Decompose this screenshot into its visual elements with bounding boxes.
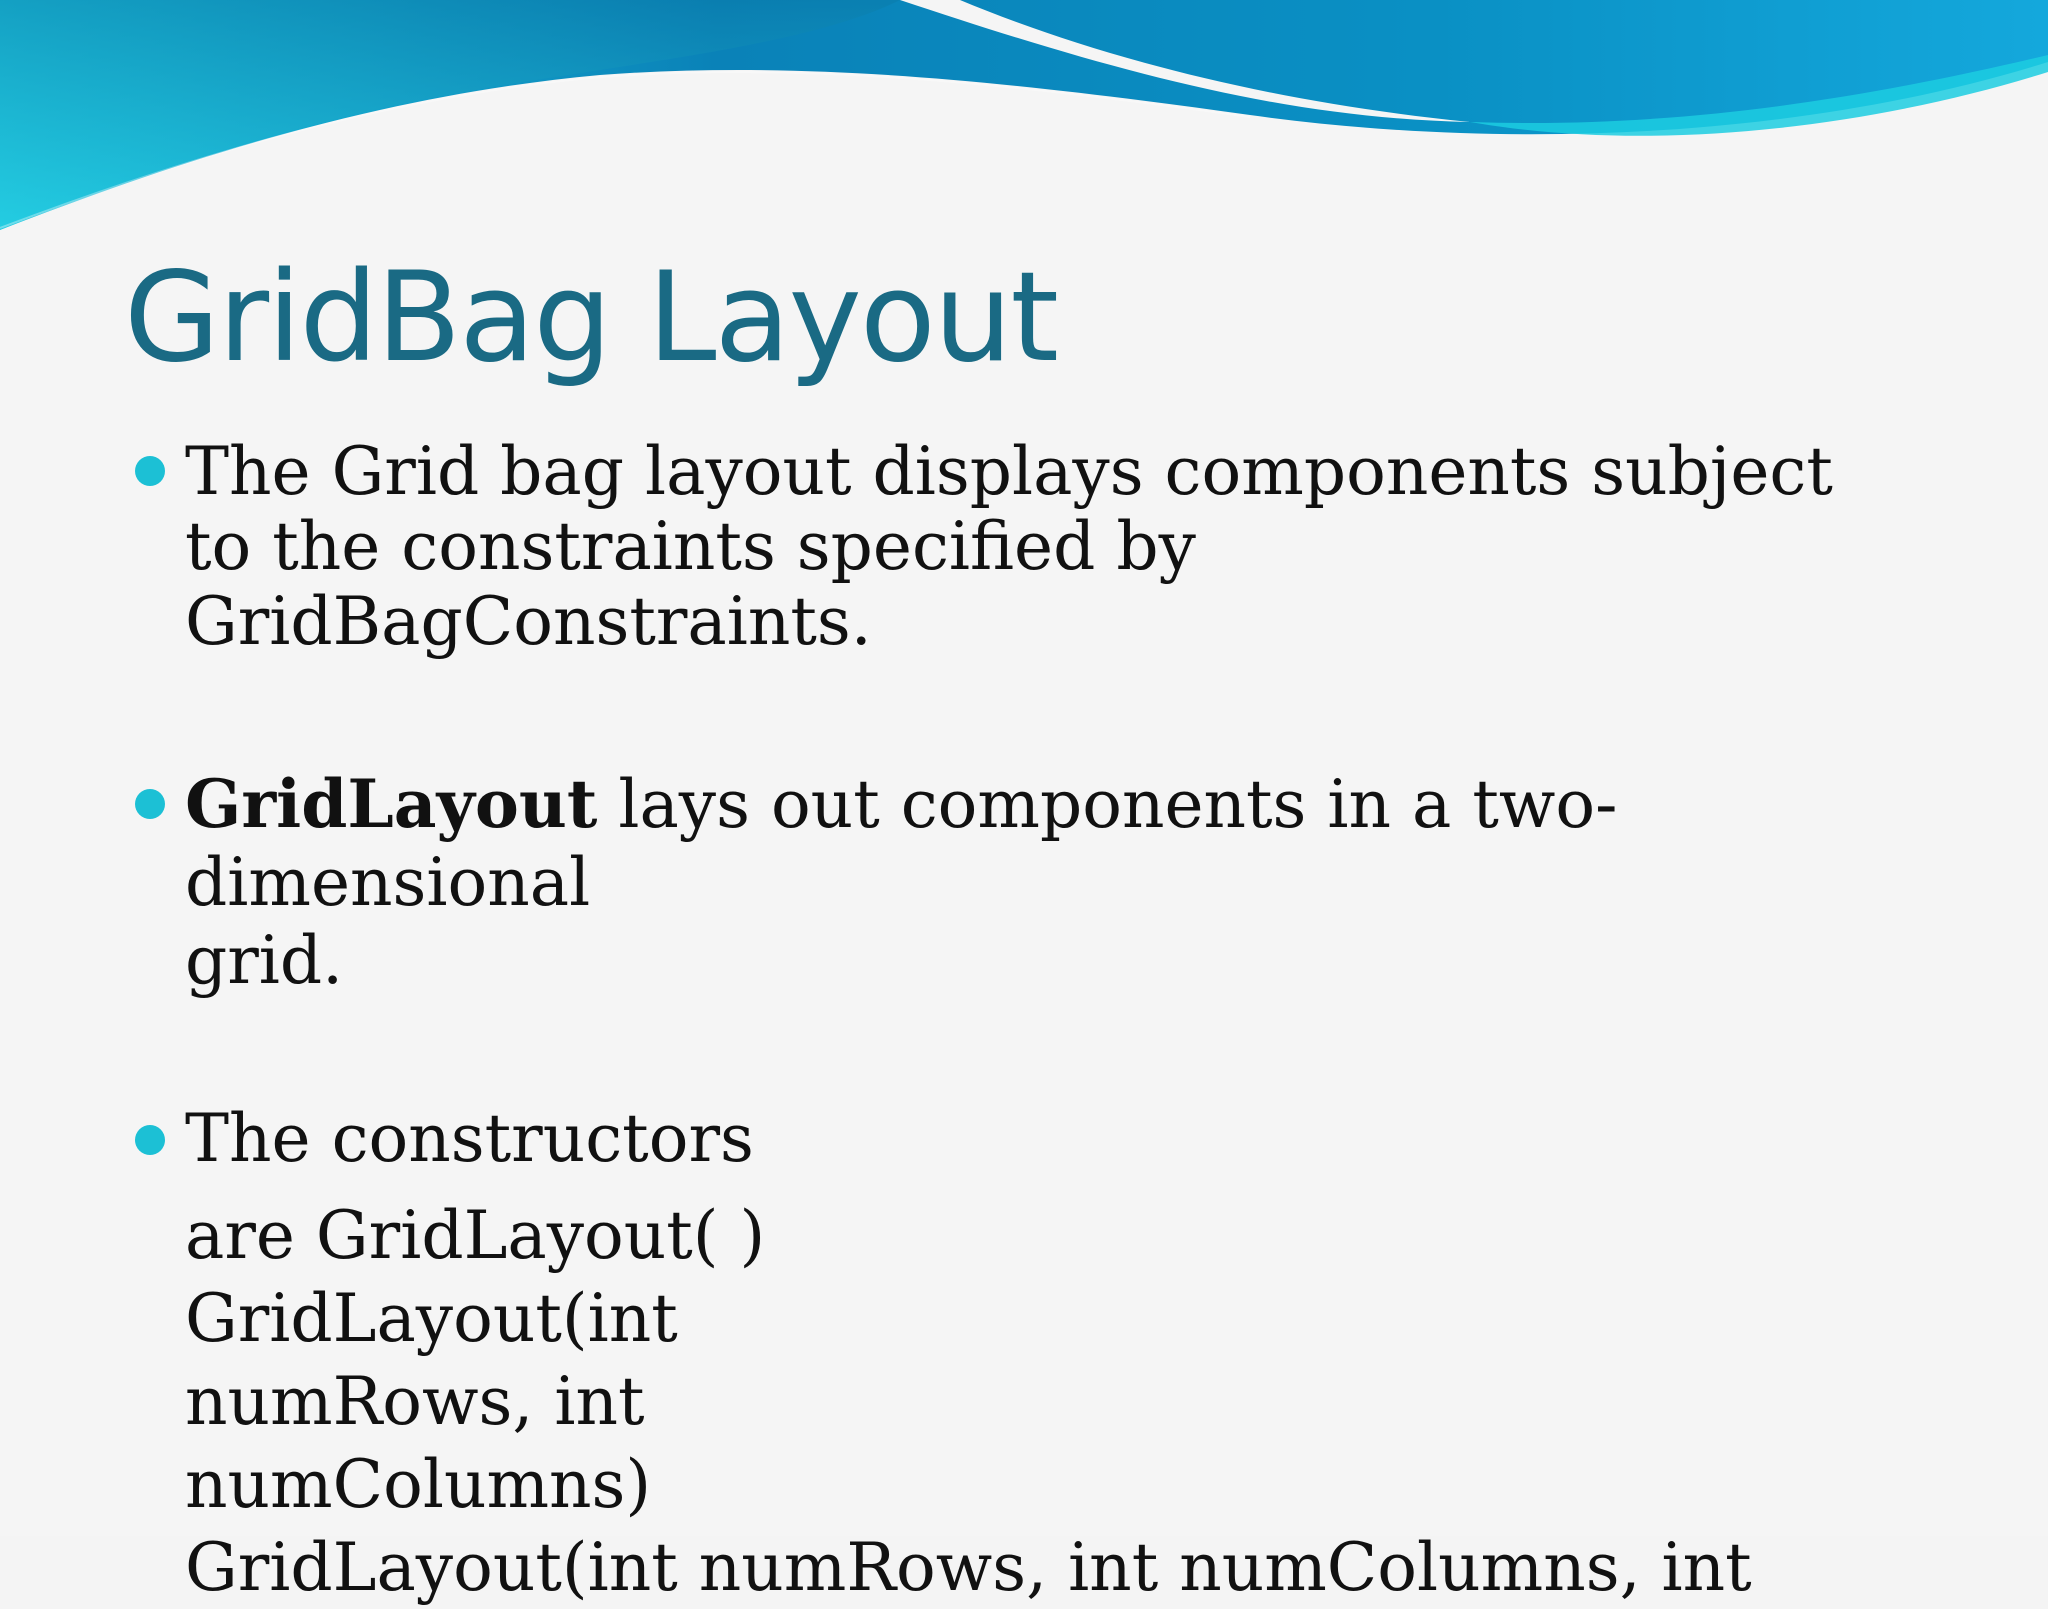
constructor-line: are GridLayout( ) bbox=[185, 1197, 766, 1274]
header-wave-decoration bbox=[0, 0, 2048, 240]
bullet-text: lays out components in a two- bbox=[597, 766, 1618, 843]
bullet-item bbox=[130, 434, 1890, 659]
bullet-line: grid. bbox=[185, 922, 344, 999]
bullet-item bbox=[130, 765, 1890, 1000]
bullet-icon bbox=[135, 456, 165, 486]
constructor-line: numRows, int bbox=[185, 1363, 645, 1440]
constructor-line: GridLayout(int bbox=[185, 1280, 678, 1357]
bullet-line: The Grid bag layout displays components subject bbox=[185, 433, 1833, 510]
bullet-line bbox=[185, 765, 1890, 844]
slide-title: GridBag Layout bbox=[124, 246, 1057, 390]
bullet-line: GridBagConstraints. bbox=[185, 583, 872, 660]
bullet-list bbox=[130, 434, 1890, 1609]
bullet-icon bbox=[135, 1125, 165, 1155]
bullet-line: to the constraints specified by bbox=[185, 508, 1196, 585]
constructor-line: numColumns) bbox=[185, 1446, 652, 1523]
bullet-item bbox=[130, 1100, 1890, 1609]
bullet-line: dimensional bbox=[185, 844, 591, 921]
bold-term: GridLayout bbox=[185, 765, 598, 843]
constructor-line: GridLayout(int numRows, int numColumns, int bbox=[185, 1529, 1752, 1606]
bullet-icon bbox=[135, 789, 165, 819]
bullet-line: The constructors bbox=[185, 1100, 754, 1177]
